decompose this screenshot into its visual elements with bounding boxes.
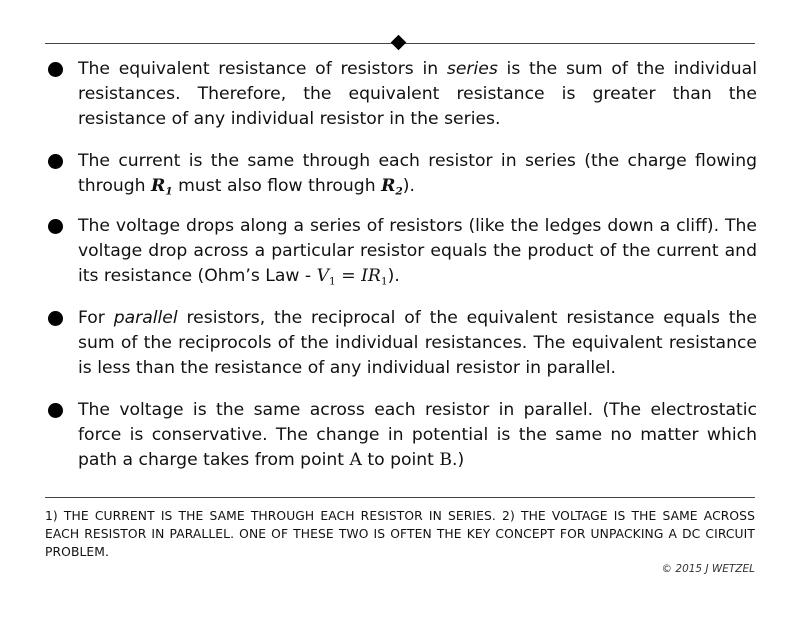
- bullet-text: For: [78, 308, 114, 328]
- voltage-symbol: V: [316, 266, 329, 286]
- resistor-symbol: R: [151, 176, 166, 196]
- bullet-item-series-voltage: [45, 214, 757, 289]
- copyright: © 2015 J WETZEL: [661, 563, 755, 575]
- resistance-subscript: 1: [380, 274, 388, 288]
- bullet-text: The current is the same through each resistor in series (the charge flowing through: [78, 151, 757, 196]
- bullet-dot-icon: [48, 62, 63, 77]
- bottom-divider: [45, 497, 755, 498]
- bullet-text: must also flow through: [172, 176, 382, 196]
- bullet-dot-icon: [48, 403, 63, 418]
- bullet-text: The voltage is the same across each resistor in parallel. (The electrostatic force is conservative. The change in potential is the same no matter which path a charge takes from point: [78, 400, 757, 470]
- current-symbol: I: [361, 266, 368, 286]
- resistance-symbol: R: [367, 266, 381, 286]
- voltage-subscript: 1: [329, 274, 336, 288]
- point-a-label: A: [349, 450, 362, 470]
- bullet-text: The voltage drops along a series of resistors (like the ledges down a cliff). The voltage drop across a particular resistor equals the product of the current and its resistance (Ohm’s Law -: [78, 216, 757, 286]
- bullet-dot-icon: [48, 154, 63, 169]
- bullet-text: resistors, the reciprocal of the equivalent resistance equals the sum of the reciprocols of the individual resistances. The equivalent resistance is less than the resistance of any individual resistor in parallel.: [78, 308, 757, 378]
- resistor-subscript: 2: [395, 184, 403, 198]
- bullet-text: is the sum of the individual resistances. Therefore, the equivalent resistance is greater than the resistance of any individual resistor in the series.: [78, 59, 757, 129]
- emphasis-text: series: [446, 59, 498, 79]
- footnote: 1) THE CURRENT IS THE SAME THROUGH EACH RESISTOR IN SERIES. 2) THE VOLTAGE IS THE SAME ACROSS EACH RESISTOR IN PARALLEL. ONE OF THESE TWO IS OFTEN THE KEY CONCEPT FOR UNPACKING A DC CIRCUIT PROBLEM.: [45, 509, 755, 559]
- bullet-item-parallel-resistance: [45, 306, 757, 381]
- bullet-item-series-current: [45, 149, 757, 199]
- bullet-item-parallel-voltage: [45, 398, 757, 473]
- resistor-symbol: R: [381, 176, 396, 196]
- bullet-text: The equivalent resistance of resistors in: [78, 59, 447, 79]
- equals-sign: =: [335, 266, 362, 286]
- point-b-label: B: [439, 450, 453, 470]
- resistor-subscript: 1: [165, 184, 173, 198]
- bullet-text: .): [452, 450, 465, 470]
- bullet-list: [45, 57, 757, 473]
- bullet-text: to point: [361, 450, 440, 470]
- bullet-text: ).: [387, 266, 400, 286]
- bullet-dot-icon: [48, 219, 63, 234]
- diamond-ornament-icon: [391, 35, 407, 51]
- bullet-item-series-resistance: [45, 57, 757, 132]
- bullet-text: ).: [402, 176, 415, 196]
- emphasis-text: parallel: [113, 308, 178, 328]
- bullet-dot-icon: [48, 311, 63, 326]
